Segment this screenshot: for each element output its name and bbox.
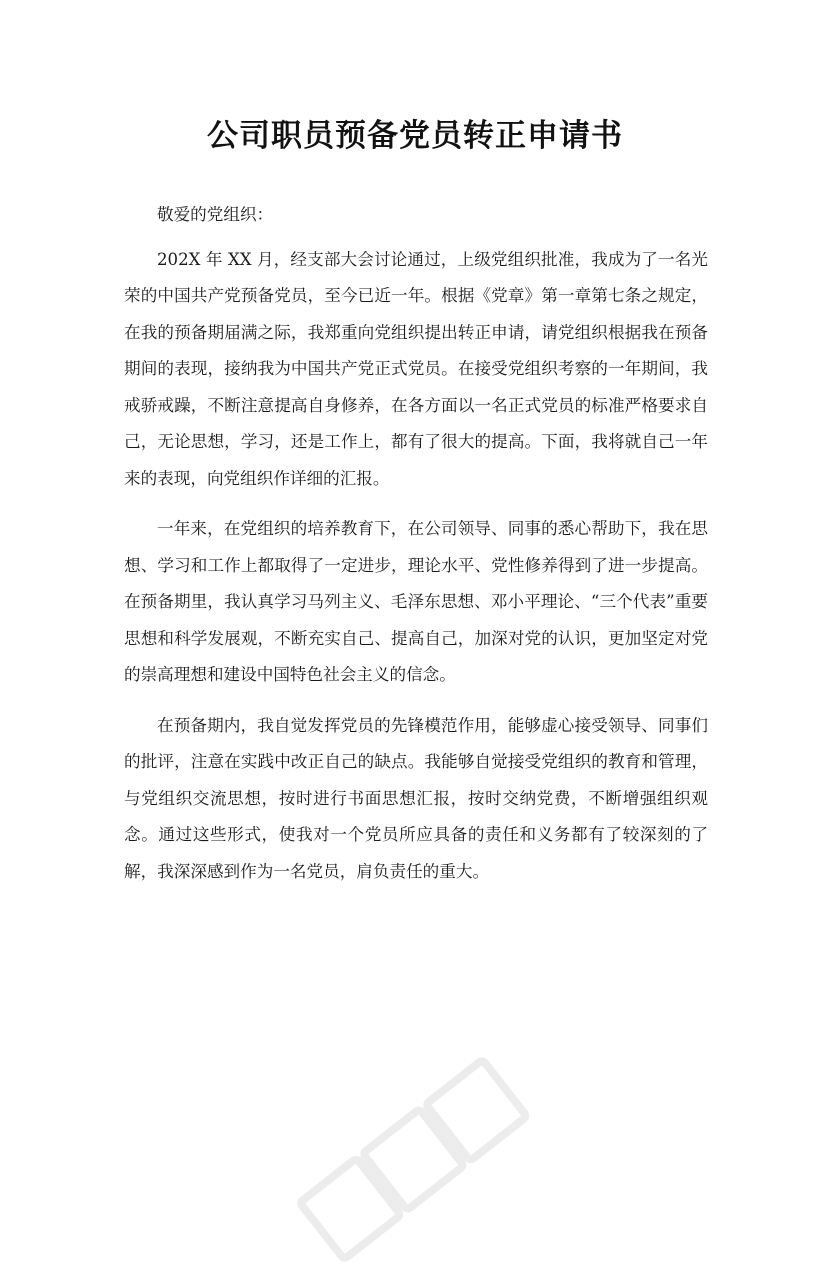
document-title: 公司职员预备党员转正申请书 (207, 118, 623, 154)
watermark-logo (294, 1017, 586, 1273)
document-body (124, 197, 708, 904)
salutation: 敬爱的党组织： (157, 205, 274, 224)
paragraph-2: 一年来，在党组织的培养教育下，在公司领导、同事的悉心帮助下，我在思想、学习和工作上都取得了一定进步，理论水平、党性修养得到了进一步提高。在预备期里，我认真学习马列主义、毛泽东思想、邓小平理论、“三个代表”重要思想和科学发展观，不断充实自己、提高自己，加深对党的认识，更加坚定对党的崇高理想和建设中国特色社会主义的信念。 (124, 519, 708, 684)
paragraph-3: 在预备期内，我自觉发挥党员的先锋模范作用，能够虚心接受领导、同事们的批评，注意在实践中改正自己的缺点。我能够自觉接受党组织的教育和管理，与党组织交流思想，按时进行书面思想汇报，按时交纳党费，不断增强组织观念。通过这些形式，使我对一个党员所应具备的责任和义务都有了较深刻的了解，我深深感到作为一名党员，肩负责任的重大。 (124, 715, 708, 881)
paragraph-1: 202X 年 XX 月，经支部大会讨论通过，上级党组织批准，我成为了一名光荣的中国共产党预备党员，至今已近一年。根据《党章》第一章第七条之规定，在我的预备期届满之际，我郑重向党组织提出转正申请，请党组织根据我在预备期间的表现，接纳我为中国共产党正式党员。在接受党组织考察的一年期间，我戒骄戒躁，不断注意提高自身修养，在各方面以一名正式党员的标准严格要求自己，无论思想，学习，还是工作上，都有了很大的提高。下面，我将就自己一年来的表现，向党组织作详细的汇报。 (124, 249, 708, 488)
